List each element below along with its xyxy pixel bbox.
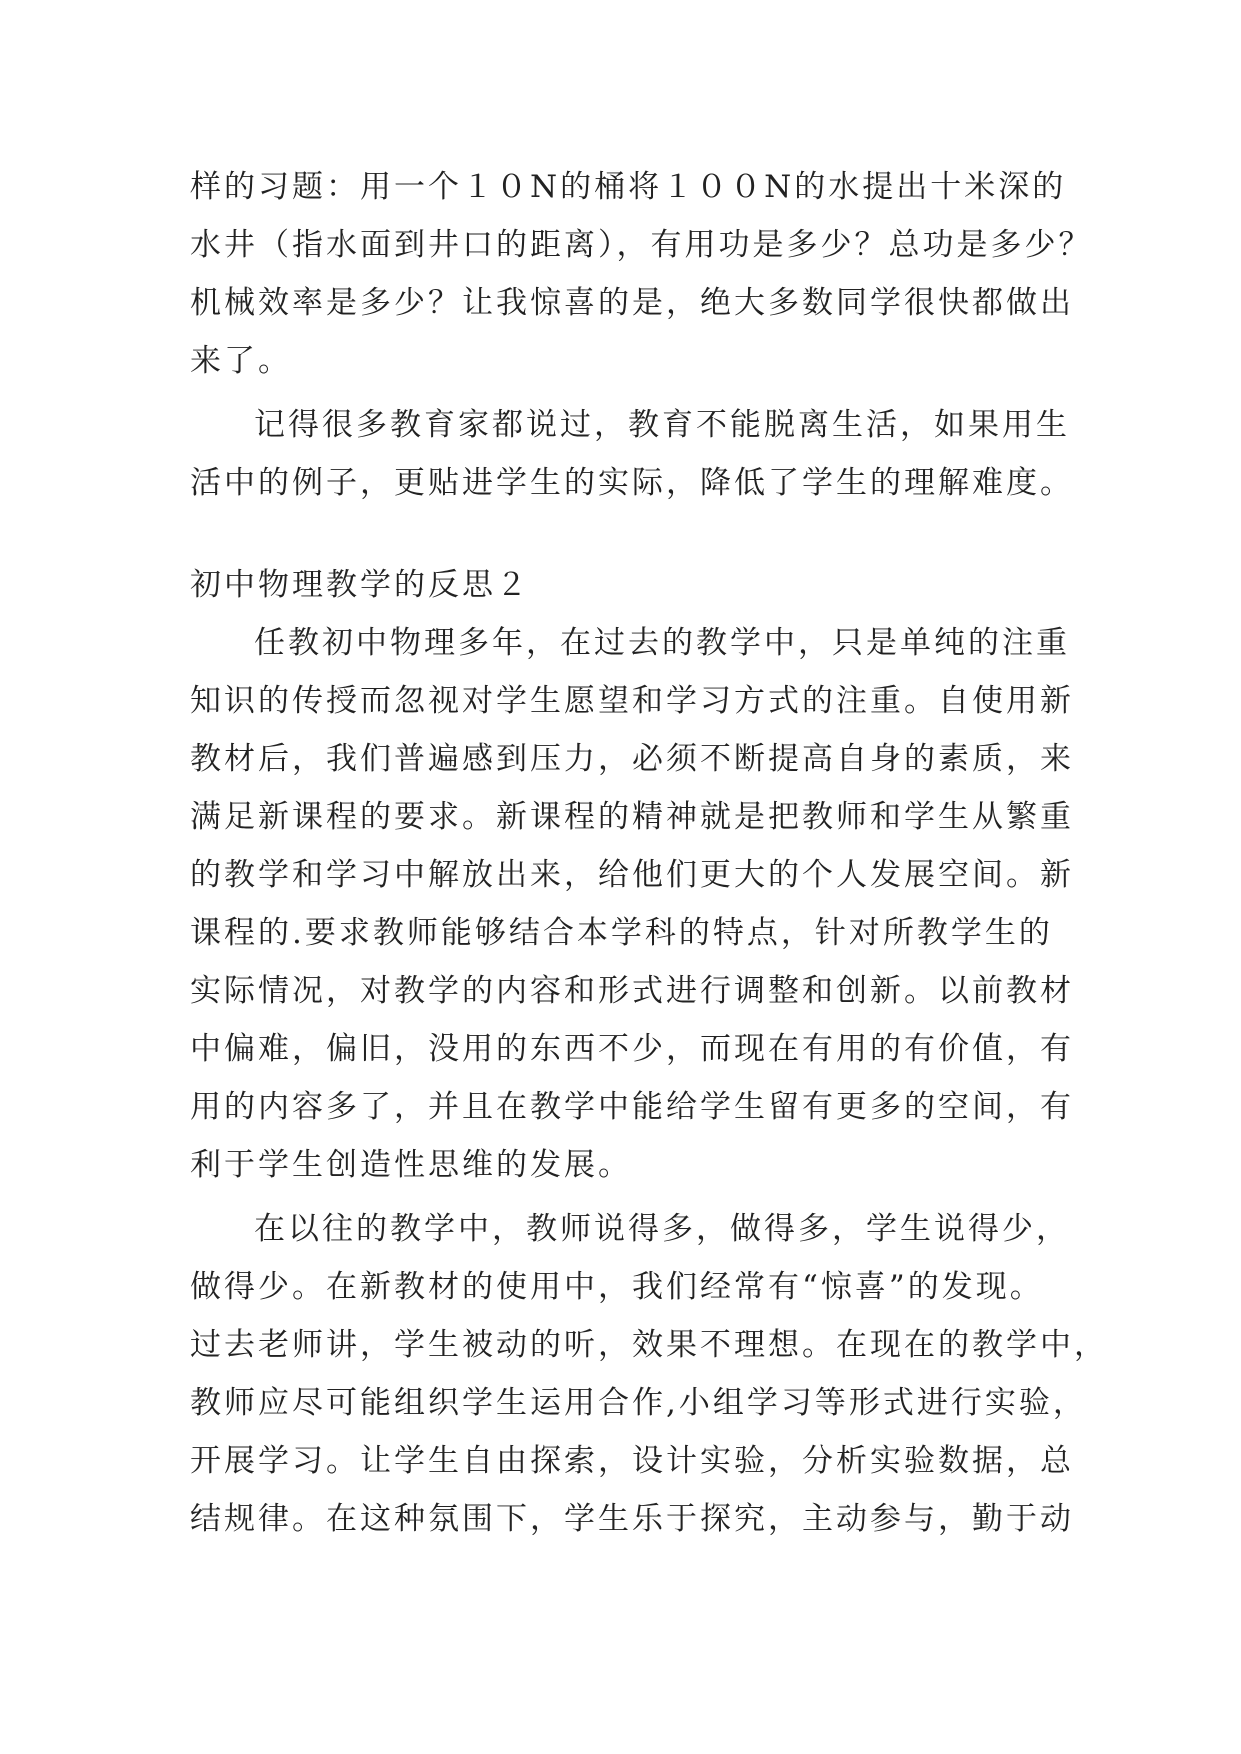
- text-line: 用的内容多了，并且在教学中能给学生留有更多的空间，有: [190, 1089, 1074, 1125]
- text-line: 知识的传授而忽视对学生愿望和学习方式的注重。自使用新: [190, 683, 1074, 719]
- text-line: 记得很多教育家都说过，教育不能脱离生活，如果用生: [254, 407, 1070, 443]
- text-line: 任教初中物理多年，在过去的教学中，只是单纯的注重: [254, 625, 1070, 661]
- text-line: 结规律。在这种氛围下，学生乐于探究，主动参与，勤于动: [190, 1501, 1074, 1537]
- text-line: 满足新课程的要求。新课程的精神就是把教师和学生从繁重: [190, 799, 1074, 835]
- text-line: 机械效率是多少？让我惊喜的是，绝大多数同学很快都做出: [190, 285, 1074, 321]
- text-line: 水井（指水面到井口的距离），有用功是多少？总功是多少？: [190, 227, 1093, 263]
- text-line: 的教学和学习中解放出来，给他们更大的个人发展空间。新: [190, 857, 1074, 893]
- text-line: 开展学习。让学生自由探索，设计实验，分析实验数据，总: [190, 1443, 1074, 1479]
- paragraph-1: [190, 158, 1093, 390]
- text-line: 活中的例子，更贴进学生的实际，降低了学生的理解难度。: [190, 465, 1074, 501]
- document-body: [190, 158, 1108, 1548]
- text-line: 来了。: [190, 343, 292, 379]
- text-line: 课程的.要求教师能够结合本学科的特点，针对所教学生的: [190, 915, 1053, 951]
- text-line: 实际情况，对教学的内容和形式进行调整和创新。以前教材: [190, 973, 1074, 1009]
- section-spacer: [190, 512, 1050, 556]
- text-line: 教师应尽可能组织学生运用合作,小组学习等形式进行实验，: [190, 1385, 1087, 1421]
- text-line: 中偏难，偏旧，没用的东西不少，而现在有用的有价值，有: [190, 1031, 1074, 1067]
- text-line: 做得少。在新教材的使用中，我们经常有“惊喜”的发现。: [190, 1269, 1044, 1305]
- text-line: 教材后，我们普遍感到压力，必须不断提高自身的素质，来: [190, 741, 1074, 777]
- paragraph-3: [190, 614, 1074, 1194]
- paragraph-4: [190, 1200, 1108, 1548]
- text-line: 在以往的教学中，教师说得多，做得多，学生说得少，: [254, 1211, 1070, 1247]
- text-line: 样的习题：用一个１０N的桶将１００N的水提出十米深的: [190, 169, 1067, 205]
- paragraph-2: [190, 396, 1074, 512]
- text-line: 利于学生创造性思维的发展。: [190, 1147, 632, 1183]
- section-heading: 初中物理教学的反思２: [190, 567, 530, 603]
- text-line: 过去老师讲，学生被动的听，效果不理想。在现在的教学中，: [190, 1327, 1108, 1363]
